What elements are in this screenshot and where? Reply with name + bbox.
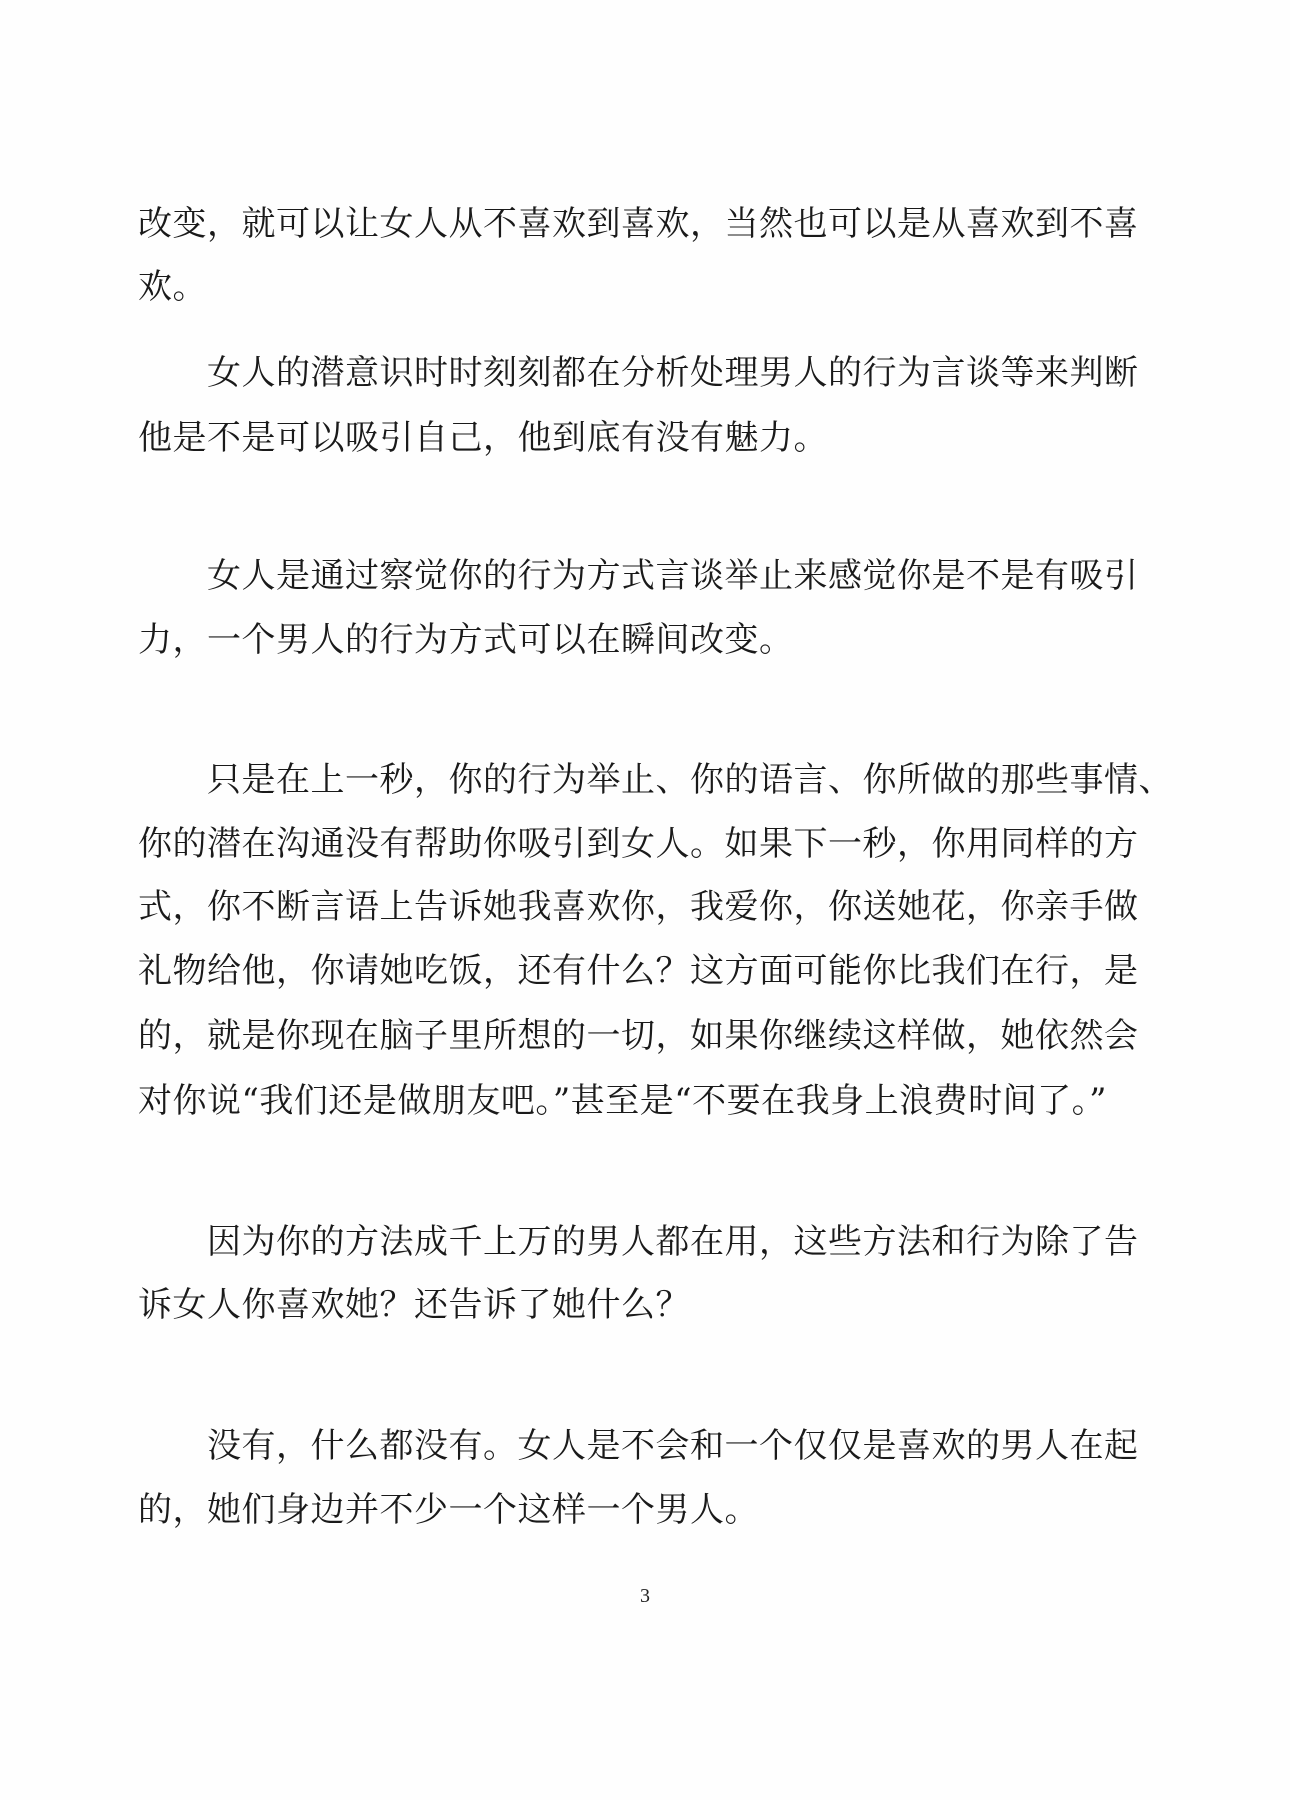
text-line: 礼物给他，你请她吃饭，还有什么？这方面可能你比我们在行，是 bbox=[138, 951, 1139, 991]
text-line: 式，你不断言语上告诉她我喜欢你，我爱你，你送她花，你亲手做 bbox=[138, 887, 1139, 927]
text-line: 他是不是可以吸引自己，他到底有没有魅力。 bbox=[138, 418, 828, 458]
text-line: 改变，就可以让女人从不喜欢到喜欢，当然也可以是从喜欢到不喜 bbox=[138, 204, 1139, 244]
text-line: 因为你的方法成千上万的男人都在用，这些方法和行为除了告 bbox=[138, 1222, 1139, 1262]
text-line: 没有，什么都没有。女人是不会和一个仅仅是喜欢的男人在起 bbox=[138, 1426, 1139, 1466]
text-line: 力，一个男人的行为方式可以在瞬间改变。 bbox=[138, 620, 794, 660]
text-line: 女人是通过察觉你的行为方式言谈举止来感觉你是不是有吸引 bbox=[138, 556, 1139, 596]
text-line: 诉女人你喜欢她？还告诉了她什么？ bbox=[138, 1285, 690, 1325]
text-line: 对你说“我们还是做朋友吧。”甚至是“不要在我身上浪费时间了。” bbox=[138, 1081, 1108, 1121]
text-line: 欢。 bbox=[138, 267, 207, 307]
text-line: 的，她们身边并不少一个这样一个男人。 bbox=[138, 1490, 759, 1530]
text-line: 的，就是你现在脑子里所想的一切，如果你继续这样做，她依然会 bbox=[138, 1016, 1139, 1056]
text-line: 你的潜在沟通没有帮助你吸引到女人。如果下一秒，你用同样的方 bbox=[138, 824, 1139, 864]
text-line: 女人的潜意识时时刻刻都在分析处理男人的行为言谈等来判断 bbox=[138, 353, 1139, 393]
page-number: 3 bbox=[640, 1585, 650, 1607]
text-line: 只是在上一秒，你的行为举止、你的语言、你所做的那些事情、 bbox=[138, 760, 1173, 800]
